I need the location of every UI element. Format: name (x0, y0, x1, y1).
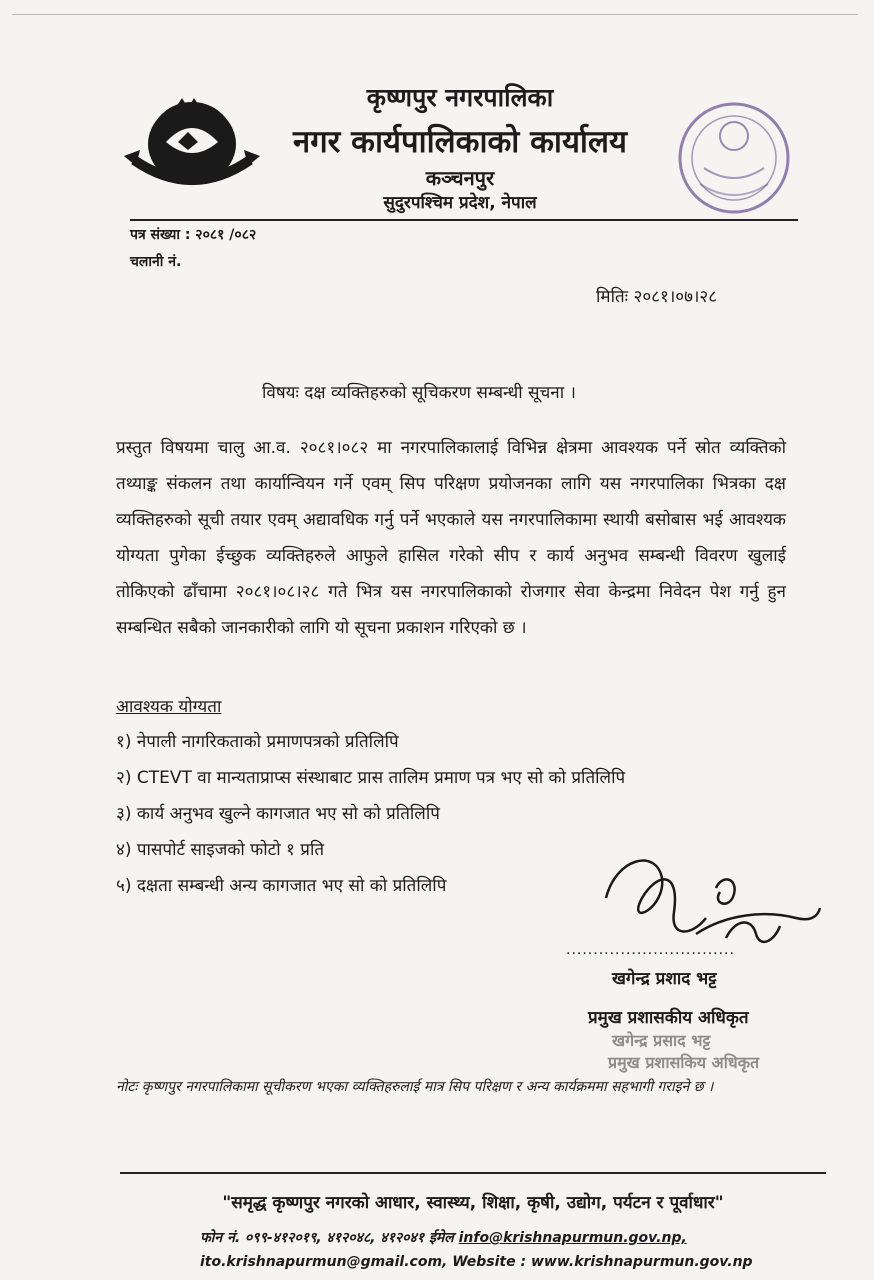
signatory-name: खगेन्द्र प्रशाद भट्ट (612, 969, 717, 989)
name-stamp: खगेन्द्र प्रसाद भट्ट (612, 1031, 711, 1050)
footnote: नोटः कृष्णपुर नगरपालिकामा सूचीकरण भएका व्यक्तिहरुलाई मात्र सिप परिक्षण र अन्य कार्यक्रममा सहभागी गराइने छ । (116, 1079, 714, 1095)
nepal-emblem-icon (124, 76, 260, 196)
requirements-heading: आवश्यक योग्यता (116, 697, 222, 717)
footer-divider (120, 1172, 826, 1174)
municipality-name: कृष्णपुर नगरपालिका (366, 83, 554, 112)
office-name: नगर कार्यपालिकाको कार्यालय (293, 124, 627, 160)
scan-edge-line (12, 14, 858, 15)
footer-contact-line2: ito.krishnapurmun@gmail.com, Website : www.krishnapurmun.gov.np (200, 1254, 753, 1270)
footer-phone: फोन नं. ०९९-४१२०१९, ४१२०४८, ४१२०४१ ईमेल (200, 1230, 454, 1246)
requirement-item: १) नेपाली नागरिकताको प्रमाणपत्रको प्रतिलिपि (116, 732, 399, 752)
requirement-item: २) CTEVT वा मान्यताप्राप्स संस्थाबाट प्रास तालिम प्रमाण पत्र भए सो को प्रतिलिपि (116, 768, 626, 788)
signatory-title: प्रमुख प्रशासकीय अधिकृत (588, 1008, 749, 1028)
reference-number: पत्र संख्या : २०८१ /०८२ (130, 227, 257, 243)
district-name: कञ्चनपुर (425, 166, 495, 190)
subject-line: विषयः दक्ष व्यक्तिहरुको सूचिकरण सम्बन्धी सूचना । (262, 383, 576, 403)
office-seal-icon (674, 98, 794, 218)
footer-email-link[interactable]: info@krishnapurmun.gov.np, (458, 1230, 687, 1246)
requirement-item: ५) दक्षता सम्बन्धी अन्य कागजात भए सो को प्रतिलिपि (116, 876, 447, 896)
signature-line: ............................... (566, 942, 735, 958)
requirement-item: ३) कार्य अनुभव खुल्ने कागजात भए सो को प्रतिलिपि (116, 804, 440, 824)
footer-motto: "समृद्ध कृष्णपुर नगरको आधार, स्वास्थ्य, शिक्षा, कृषी, उद्योग, पर्यटन र पूर्वाधार" (222, 1193, 724, 1213)
dispatch-number: चलानी नं. (130, 254, 182, 270)
requirement-item: ४) पासपोर्ट साइजको फोटो १ प्रति (116, 840, 325, 860)
title-stamp: प्रमुख प्रशासकिय अधिकृत (608, 1053, 760, 1072)
body-paragraph: प्रस्तुत विषयमा चालु आ.व. २०८१।०८२ मा नगरपालिकालाई विभिन्न क्षेत्रमा आवश्यक पर्ने स्रोत व्यक्तिको तथ्याङ्क संकलन तथा कार्यान्वियन गर्ने एवम् सिप परिक्षण प्रयोजनका लागि यस नगरपालिका भित्रका दक्ष व्यक्तिहरुको सूची तयार एवम् अद्यावधिक गर्नु पर्ने भएकाले यस नगरपालिकामा स्थायी बसोबास भई आवश्यक योग्यता पुगेका ईच्छुक व्यक्तिहरुले आफुले हासिल गरेको सीप र कार्य अनुभव सम्बन्धी विवरण खुलाई तोकिएको ढाँचामा २०८१।०८।२८ गते भित्र यस नगरपालिकाको रोजगार सेवा केन्द्रमा निवेदन पेश गर्नु हुन सम्बन्धित सबैको जानकारीको लागि यो सूचना प्रकाशन गरिएको छ । (116, 438, 786, 638)
province-name: सुदुरपश्चिम प्रदेश, नेपाल (383, 193, 537, 213)
header-divider (130, 219, 798, 221)
letter-date: मितिः २०८१।०७।२८ (596, 287, 718, 307)
footer-contact (200, 1228, 687, 1247)
